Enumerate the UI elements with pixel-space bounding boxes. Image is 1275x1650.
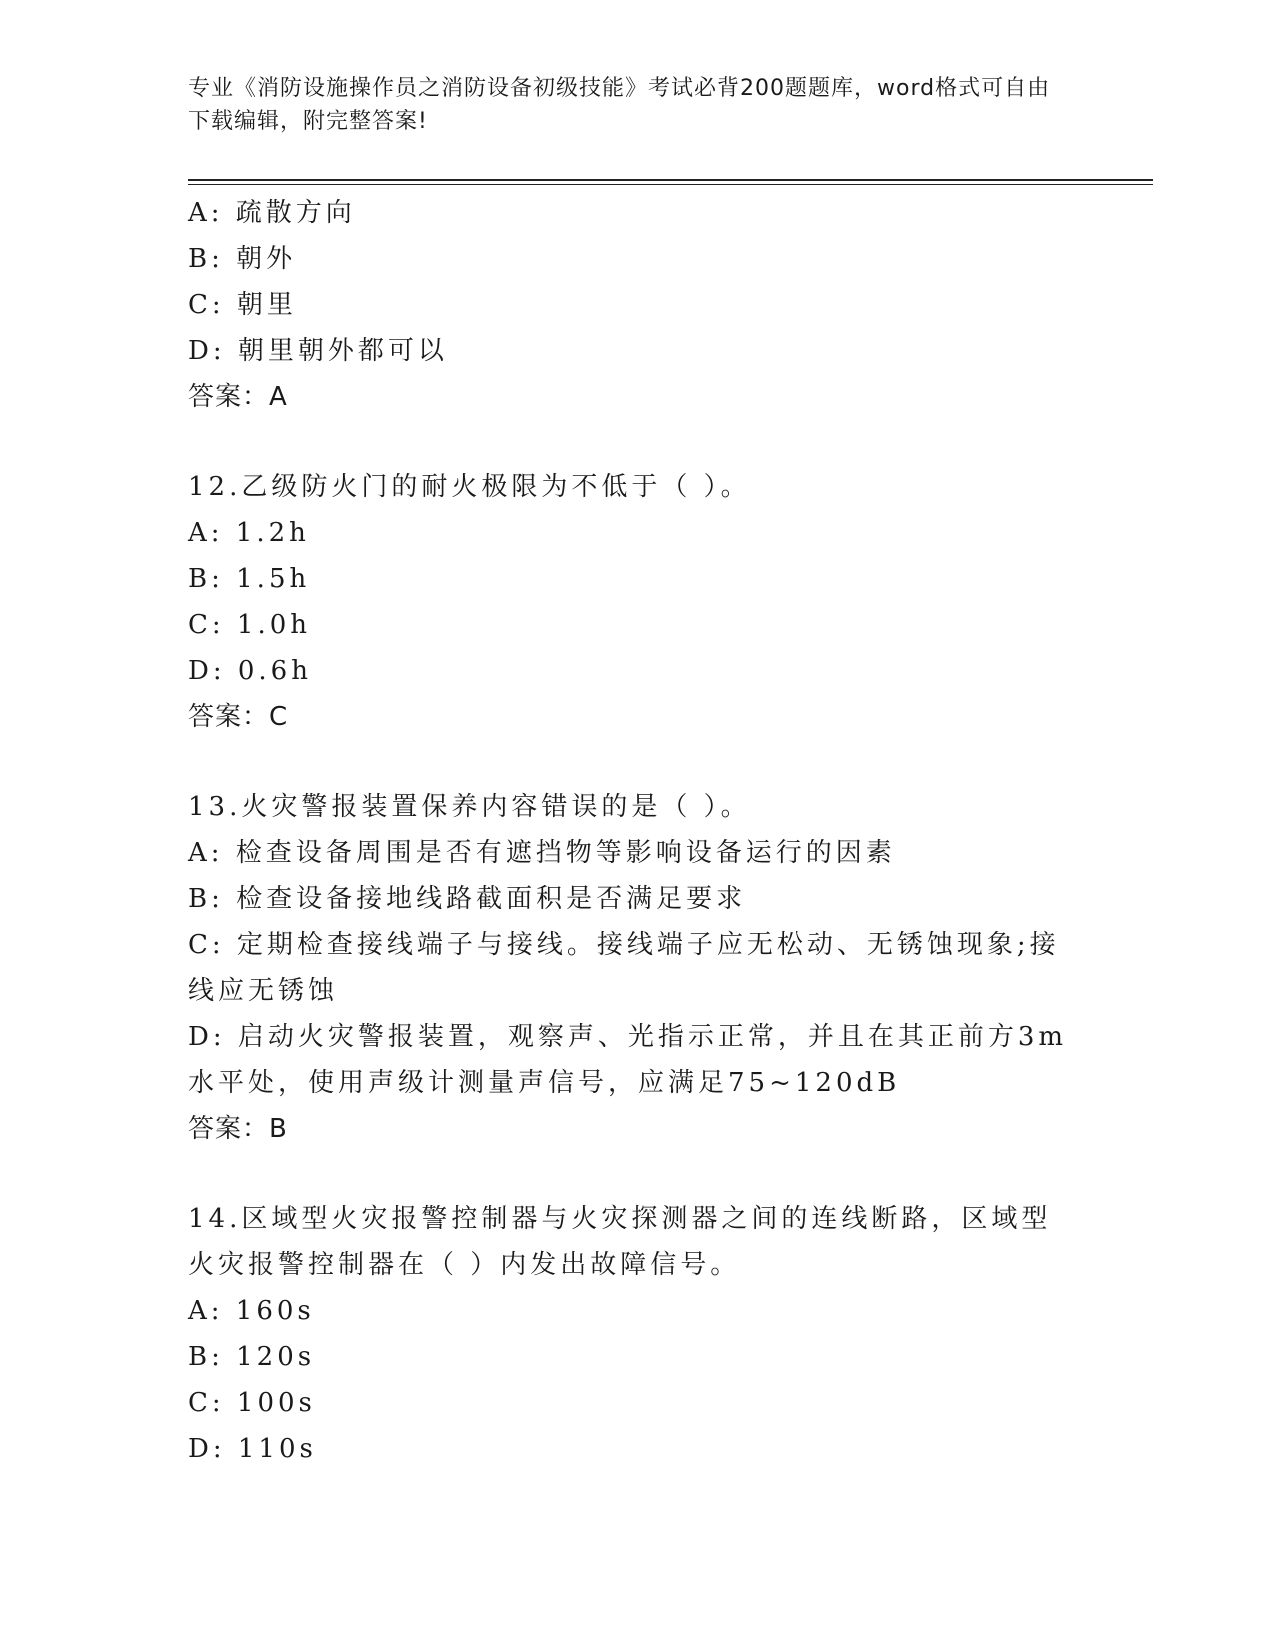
option-d: D: 0.6h: [188, 656, 312, 686]
option-b: B: 1.5h: [188, 564, 311, 594]
question-text: 12.乙级防火门的耐火极限为不低于（ ）。: [188, 472, 751, 502]
question-text: 13.火灾警报装置保养内容错误的是（ ）。: [188, 792, 751, 822]
option-c: C: 100s: [188, 1388, 316, 1418]
question-text: 14.区域型火灾报警控制器与火灾探测器之间的连线断路，区域型火灾报警控制器在（ ）内发出故障信号。: [188, 1204, 1052, 1280]
option-a: A: 160s: [188, 1296, 315, 1326]
option-d: D: 朝里朝外都可以: [188, 336, 448, 366]
option-d: D: 启动火灾警报装置，观察声、光指示正常，并且在其正前方3m水平处，使用声级计测量声信号，应满足75~120dB: [188, 1022, 1068, 1098]
question-14: [188, 1196, 1068, 1472]
option-a: A: 检查设备周围是否有遮挡物等影响设备运行的因素: [188, 838, 896, 868]
option-b: B: 朝外: [188, 244, 297, 274]
question-11: [188, 190, 1068, 420]
document-header: 专业《消防设施操作员之消防设备初级技能》考试必背200题题库，word格式可自由下载编辑，附完整答案!: [188, 76, 1051, 134]
option-a: A: 1.2h: [188, 518, 310, 548]
answer: 答案：B: [188, 1114, 288, 1144]
option-c: C: 朝里: [188, 290, 297, 320]
question-13: [188, 784, 1068, 1152]
option-a: A: 疏散方向: [188, 198, 356, 228]
answer: 答案：A: [188, 382, 288, 412]
question-12: [188, 464, 1068, 740]
option-c: C: 1.0h: [188, 610, 312, 640]
header-divider-thin: [188, 184, 1153, 185]
option-b: B: 检查设备接地线路截面积是否满足要求: [188, 884, 747, 914]
answer: 答案：C: [188, 702, 289, 732]
option-c: C: 定期检查接线端子与接线。接线端子应无松动、无锈蚀现象;接线应无锈蚀: [188, 930, 1060, 1006]
header-divider-thick: [188, 179, 1153, 181]
option-b: B: 120s: [188, 1342, 316, 1372]
spacer: [188, 1152, 1068, 1196]
spacer: [188, 420, 1068, 464]
option-d: D: 110s: [188, 1434, 317, 1464]
question-list: [188, 190, 1068, 1472]
spacer: [188, 740, 1068, 784]
